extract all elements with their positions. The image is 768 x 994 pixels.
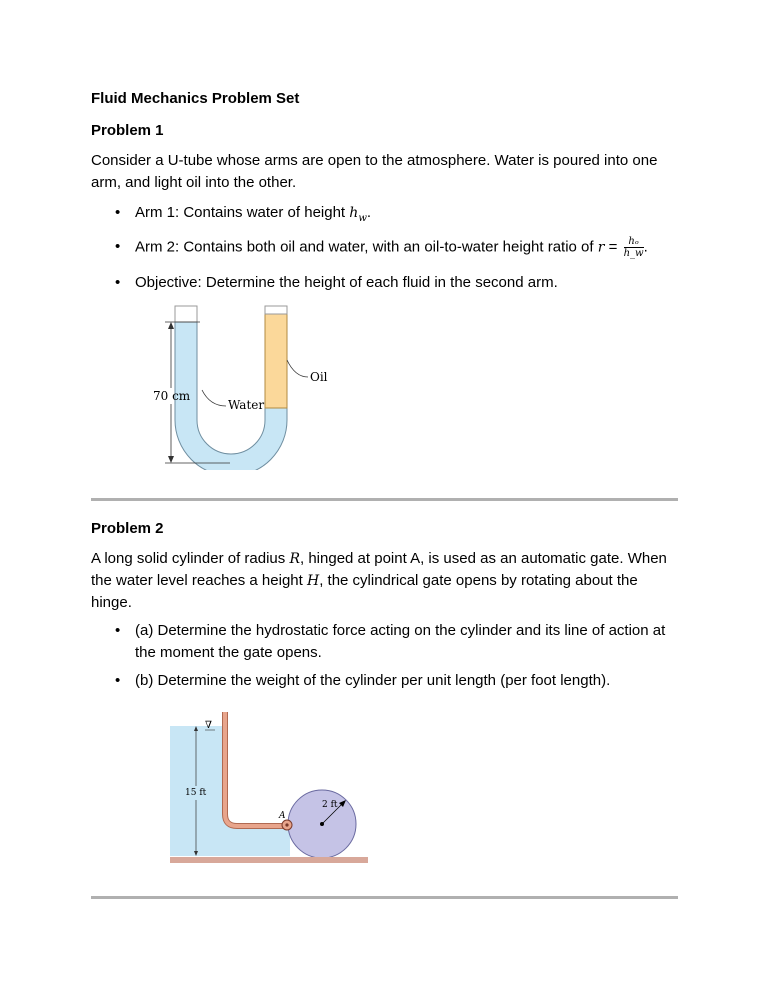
bullet-text: (b) Determine the weight of the cylinder per unit length (per foot length). [135, 672, 611, 689]
bullet-end: . [366, 204, 372, 221]
bullet-text: Arm 1: Contains water of height [135, 204, 350, 221]
problem-1-intro: Consider a U-tube whose arms are open to the atmosphere. Water is poured into one arm, and light oil into the other. [91, 152, 658, 191]
bullet-dot: • [115, 622, 121, 639]
var-h: h [349, 205, 359, 221]
arrow-up-icon [168, 322, 174, 329]
bullet-dot: • [115, 672, 121, 689]
free-surface-icon: ∇ [205, 720, 212, 731]
var-subscript: w [358, 213, 367, 224]
height-label: 70 cm [153, 389, 191, 403]
problem-2-intro [91, 548, 681, 614]
var-r: r [597, 239, 605, 256]
gate-wall [225, 712, 287, 826]
right-tube-top [265, 306, 287, 314]
depth-label: 15 ft [185, 788, 207, 798]
bullet-text: (a) Determine the hydrostatic force acting on the cylinder and its line of action at the moment the gate opens. [135, 622, 666, 661]
hinge-label: A [279, 811, 286, 821]
oil-column [265, 314, 287, 408]
ratio-fraction [624, 236, 644, 259]
bullet-dot: • [115, 204, 121, 221]
water-label: Water [228, 398, 265, 412]
oil-label: Oil [310, 370, 328, 384]
arrow-down-icon [168, 456, 174, 463]
bullet-text: Objective: Determine the height of each fluid in the second arm. [135, 274, 558, 291]
cylinder-gate-figure [165, 708, 375, 868]
var-R: R [289, 551, 300, 567]
fraction-denominator: h_w [623, 248, 644, 259]
bullet-text: Arm 2: Contains both oil and water, with an oil-to-water height ratio of [135, 238, 598, 256]
radius-label: 2 ft [322, 800, 338, 810]
equals-sign: = [604, 238, 622, 256]
intro-text: A long solid cylinder of radius [91, 550, 290, 567]
bullet-dot: • [115, 238, 121, 255]
left-tube-top [175, 306, 197, 322]
u-tube-figure [140, 300, 340, 470]
fraction-numerator: hₒ [624, 236, 644, 248]
ground [170, 857, 368, 863]
bullet-dot: • [115, 274, 121, 291]
var-H: H [306, 573, 320, 589]
intro-text: , hinged at point A, is used as an automatic gate. When the water level reaches a height [91, 550, 667, 589]
problem-1-heading: Problem 1 [91, 122, 164, 139]
document-title: Fluid Mechanics Problem Set [91, 90, 300, 107]
intro-text: , the cylindrical gate opens by rotating about the hinge. [91, 572, 638, 611]
separator [91, 498, 678, 501]
problem-2-heading: Problem 2 [91, 520, 164, 537]
bullet-end: . [643, 238, 648, 256]
separator [91, 896, 678, 899]
